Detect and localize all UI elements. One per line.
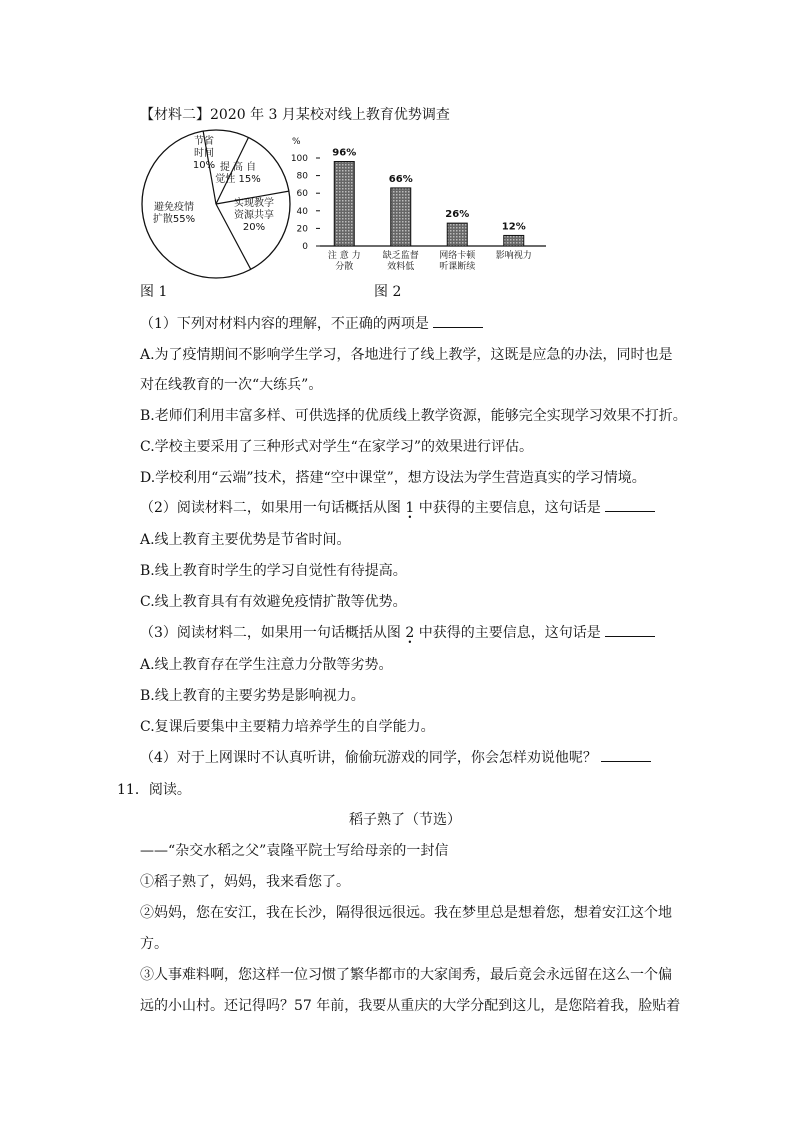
- bar: [391, 188, 411, 246]
- q2-option-b: B.线上教育时学生的学习自觉性有待提高。: [140, 563, 407, 579]
- answer-blank: [605, 510, 655, 512]
- passage-paragraph-2-cont: 方。: [140, 936, 168, 952]
- q1-option-b: B.老师们利用丰富多样、可供选择的优质线上教学资源，能够完全实现学习效果不打折。: [140, 408, 687, 424]
- pie-slice-label: 节省时间 10%: [192, 136, 216, 171]
- passage-paragraph-3-cont: 远的小山村。还记得吗？57 年前，我要从重庆的大学分配到这儿，是您陪着我，脸贴着: [140, 998, 681, 1014]
- bar: [334, 162, 354, 246]
- bar: [447, 223, 467, 246]
- q3-option-b: B.线上教育的主要劣势是影响视力。: [140, 688, 365, 704]
- q2-option-a: A.线上教育主要优势是节省时间。: [140, 532, 351, 548]
- x-category-label: 网络卡顿听课断续: [439, 251, 476, 272]
- x-category-label: 缺乏监督效料低: [382, 251, 419, 272]
- q1-option-d: D.学校利用“云端”技术，搭建“空中课堂”，想方设法为学生营造真实的学习情境。: [140, 470, 646, 486]
- figure2-caption: 图 2: [374, 284, 402, 300]
- q1-option-a: A.为了疫情期间不影响学生学习，各地进行了线上教学，这既是应急的办法，同时也是: [140, 347, 673, 363]
- question-3-stem: （3）阅读材料二，如果用一句话概括从图 2 • 中获得的主要信息，这句话是: [140, 622, 655, 642]
- x-category-label: 影响视力: [495, 251, 532, 261]
- bar-data-label: 66%: [388, 173, 413, 185]
- passage-paragraph-2: ②妈妈，您在安江，我在长沙，隔得很远很远。我在梦里总是想着您，想着安江这个地: [140, 905, 672, 921]
- passage-paragraph-1: ①稻子熟了，妈妈，我来看您了。: [140, 874, 350, 890]
- material-title: 【材料二】2020 年 3 月某校对线上教育优势调查: [140, 107, 450, 123]
- answer-blank: [601, 760, 651, 762]
- passage-paragraph-3: ③人事难料啊，您这样一位习惯了繁华都市的大家闺秀，最后竟会永远留在这么一个偏: [140, 967, 672, 983]
- bar-data-label: 96%: [332, 147, 357, 159]
- y-tick-label: 20: [296, 224, 308, 235]
- question-4-stem: （4）对于上网课时不认真听讲，偷偷玩游戏的同学，你会怎样劝说他呢？: [140, 747, 651, 767]
- answer-blank: [433, 326, 483, 328]
- figure1-caption: 图 1: [140, 284, 168, 300]
- question-2-stem: （2）阅读材料二，如果用一句话概括从图 1 • 中获得的主要信息，这句话是: [140, 497, 655, 517]
- y-tick-label: 60: [296, 189, 308, 200]
- pie-slice-label: 提 高 自觉性 15%: [215, 162, 261, 185]
- passage-subtitle: ——“杂交水稻之父”袁隆平院士写给母亲的一封信: [140, 843, 449, 859]
- y-axis-unit: %: [292, 137, 301, 147]
- y-tick-label: 40: [296, 206, 308, 217]
- bar-data-label: 12%: [501, 221, 526, 233]
- question-11: 11．阅读。: [117, 782, 191, 798]
- question-1-stem: （1）下列对材料内容的理解，不正确的两项是: [140, 313, 483, 333]
- q3-option-c: C.复课后要集中主要精力培养学生的自学能力。: [140, 719, 435, 735]
- y-tick-label: 0: [302, 242, 308, 252]
- passage-title: 稻子熟了（节选）: [349, 812, 461, 828]
- q3-option-a: A.线上教育存在学生注意力分散等劣势。: [140, 657, 393, 673]
- pie-slice-label: 实现教学资源共享 20%: [234, 198, 274, 233]
- bar-data-label: 26%: [445, 209, 470, 221]
- q1-option-c: C.学校主要采用了三种形式对学生“在家学习”的效果进行评估。: [140, 439, 533, 455]
- pie-slice-label: 避免疫情扩散55%: [152, 202, 196, 225]
- q2-option-c: C.线上教育具有有效避免疫情扩散等优势。: [140, 594, 407, 610]
- x-category-label: 注 意 力分散: [327, 251, 361, 272]
- bar-chart: [288, 134, 550, 274]
- bar: [504, 235, 524, 246]
- y-tick-label: 100: [290, 154, 308, 164]
- y-tick-label: 80: [296, 171, 308, 182]
- pie-chart: [138, 126, 298, 286]
- answer-blank: [605, 635, 655, 637]
- q1-option-a-cont: 对在线教育的一次“大练兵”。: [140, 377, 323, 393]
